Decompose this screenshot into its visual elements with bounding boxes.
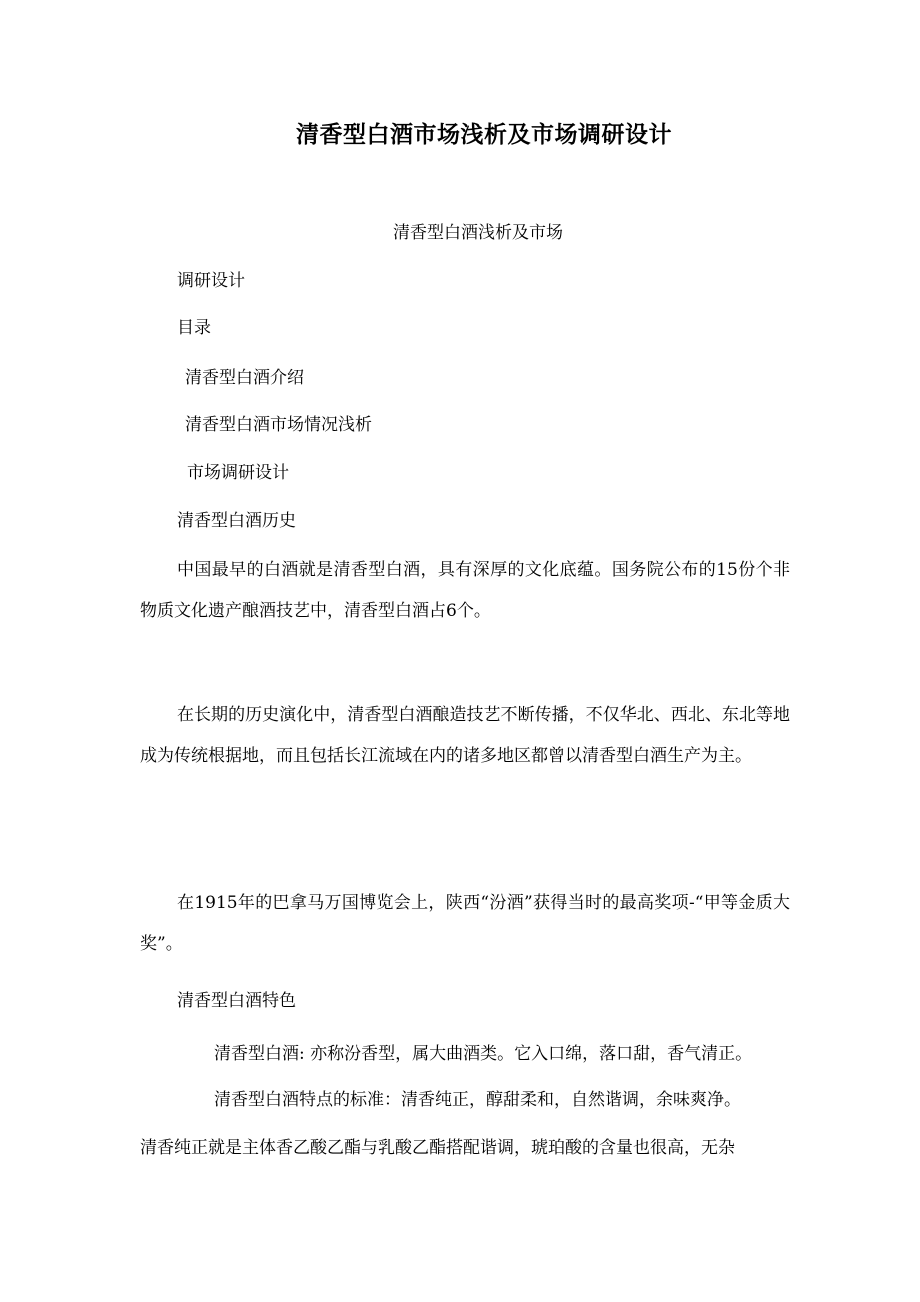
toc-item: 清香型白酒市场情况浅析 bbox=[185, 415, 372, 435]
subtitle-continuation: 调研设计 bbox=[177, 271, 245, 291]
toc-item: 市场调研设计 bbox=[187, 463, 289, 483]
features-paragraph-line: 清香型白酒特点的标准：清香纯正，醇甜柔和，自然谐调，余味爽净。 bbox=[214, 1090, 741, 1110]
document-subtitle: 清香型白酒浅析及市场 bbox=[393, 223, 563, 243]
history-paragraph: 中国最早的白酒就是清香型白酒，具有深厚的文化底蕴。国务院公布的15份个非物质文化遗产酿酒技艺中，清香型白酒占6个。 bbox=[140, 560, 790, 621]
toc-heading: 目录 bbox=[177, 318, 211, 338]
document-title: 清香型白酒市场浅析及市场调研设计 bbox=[296, 121, 672, 148]
features-paragraph: 清香型白酒: 亦称汾香型，属大曲酒类。它入口绵，落口甜，香气清正。 bbox=[214, 1044, 753, 1064]
section-heading-features: 清香型白酒特色 bbox=[177, 991, 296, 1011]
history-paragraph: 在1915年的巴拿马万国博览会上，陕西“汾酒”获得当时的最高奖项-“甲等金质大奖”。 bbox=[140, 893, 790, 954]
history-paragraph: 在长期的历史演化中，清香型白酒酿造技艺不断传播，不仅华北、西北、东北等地成为传统根据地，而且包括长江流域在内的诸多地区都曾以清香型白酒生产为主。 bbox=[140, 705, 790, 766]
features-paragraph-line: 清香纯正就是主体香乙酸乙酯与乳酸乙酯搭配谐调，琥珀酸的含量也很高，无杂 bbox=[140, 1138, 735, 1158]
toc-item: 清香型白酒介绍 bbox=[185, 368, 304, 388]
section-heading-history: 清香型白酒历史 bbox=[177, 511, 296, 531]
